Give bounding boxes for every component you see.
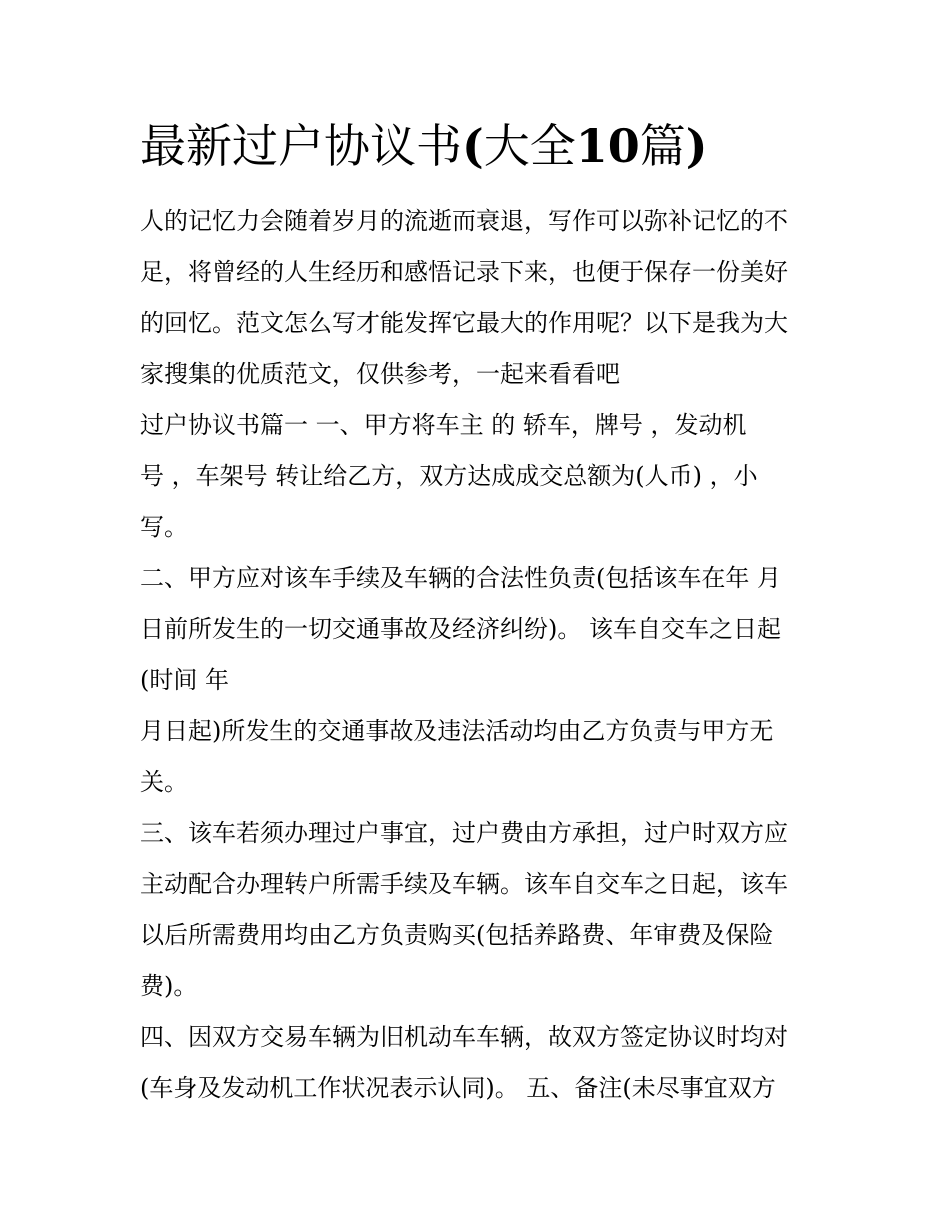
title-paren-open: ( <box>462 119 484 173</box>
body-line: 二、甲方应对该车手续及车辆的合法性负责(包括该车在年 月 <box>140 564 781 592</box>
document-title <box>140 110 812 182</box>
body-line: 主动配合办理转户所需手续及车辆。该车自交车之日起，该车 <box>140 870 788 898</box>
body-line: 家搜集的优质范文，仅供参考，一起来看看吧 <box>140 360 620 388</box>
body-line: 号 ，车架号 转让给乙方，双方达成成交总额为(人币) ，小 <box>140 462 758 490</box>
body-line: 四、因双方交易车辆为旧机动车车辆，故双方签定协议时均对 <box>140 1023 788 1051</box>
title-number: 10 <box>575 119 640 173</box>
body-line: 过户协议书篇一 一、甲方将车主 的 轿车，牌号 ，发动机 <box>140 411 747 439</box>
body-line: (车身及发动机工作状况表示认同)。 五、备注(未尽事宜双方 <box>140 1074 776 1102</box>
document-body <box>140 196 812 1114</box>
body-line: 写。 <box>140 513 188 541</box>
body-line: 关。 <box>140 768 188 796</box>
body-line: (时间 年 <box>140 666 229 694</box>
body-line: 以后所需费用均由乙方负责购买(包括养路费、年审费及保险 <box>140 921 774 949</box>
body-line: 日前所发生的一切交通事故及经济纠纷)。 该车自交车之日起 <box>140 615 781 643</box>
body-line: 三、该车若须办理过户事宜，过户费由方承担，过户时双方应 <box>140 819 788 847</box>
title-pian: 篇 <box>639 119 686 173</box>
body-line: 的回忆。范文怎么写才能发挥它最大的作用呢？以下是我为大 <box>140 309 788 337</box>
title-paren-close: ) <box>685 119 708 173</box>
body-line: 足，将曾经的人生经历和感悟记录下来，也便于保存一份美好 <box>140 258 788 286</box>
body-line: 月日起)所发生的交通事故及违法活动均由乙方负责与甲方无 <box>140 717 774 745</box>
body-line: 费)。 <box>140 972 198 1000</box>
title-daquan: 大全 <box>483 119 576 173</box>
body-line: 人的记忆力会随着岁月的流逝而衰退，写作可以弥补记忆的不 <box>140 207 788 235</box>
title-main: 最新过户协议书 <box>140 119 462 173</box>
